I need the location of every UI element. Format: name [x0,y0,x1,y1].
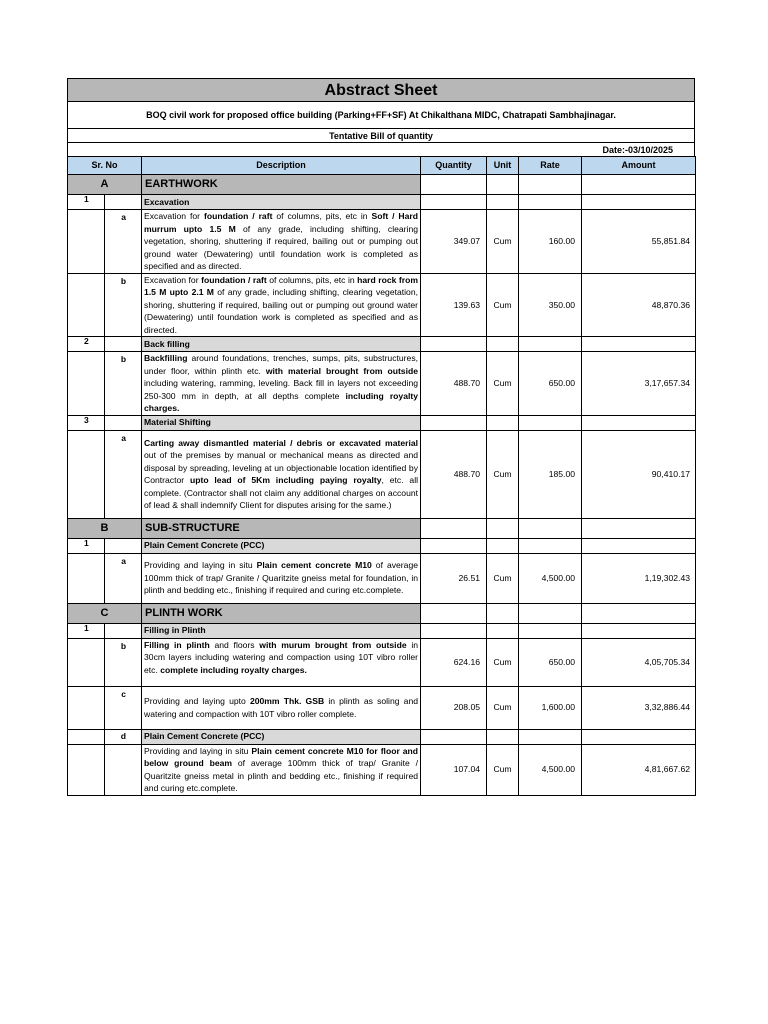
item-amount: 4,05,705.34 [582,638,696,686]
table-header-row [68,157,696,175]
item-description: Providing and laying in situ Plain cement concrete M10 of average 100mm thick of trap/ Granite / Quaritzite gneiss metal for foundation, in plinth and bedding etc., finishing if required and curing etc.complete. [142,553,421,603]
item-quantity: 488.70 [421,352,487,416]
item-description: Backfilling around foundations, trenches, sumps, pits, substructures, under floor, within plinth etc. with material brought from outside including watering, ramming, leveling. Back fill in layers not exceeding 250-300 mm in depth, at all depths complete including royalty charges. [142,352,421,416]
item-letter: a [105,210,142,274]
section-title: SUB-STRUCTURE [142,518,421,538]
subsection-row-excavation [68,195,696,210]
boq-table [67,156,696,796]
sheet-tentative-label: Tentative Bill of quantity [67,128,695,142]
item-rate: 4,500.00 [519,553,582,603]
table-row [68,352,696,416]
section-row-plinth-work [68,603,696,623]
item-quantity: 488.70 [421,430,487,518]
item-rate: 1,600.00 [519,686,582,729]
sheet-title: Abstract Sheet [67,78,695,101]
item-quantity: 139.63 [421,273,487,337]
subsection-row-material-shifting [68,415,696,430]
item-letter: a [105,553,142,603]
item-amount: 48,870.36 [582,273,696,337]
table-row [68,553,696,603]
table-row [68,744,696,795]
item-rate: 4,500.00 [519,744,582,795]
item-description: Filling in plinth and floors with murum brought from outside in 30cm layers including watering and compaction using 10T vibro roller etc. complete including royalty charges. [142,638,421,686]
item-unit: Cum [487,352,519,416]
item-amount: 3,32,886.44 [582,686,696,729]
header-srno: Sr. No [68,157,142,175]
table-row [68,430,696,518]
item-unit: Cum [487,273,519,337]
boq-sheet [67,78,695,796]
item-amount: 4,81,667.62 [582,744,696,795]
item-letter: b [105,352,142,416]
table-row [68,210,696,274]
item-description: Providing and laying in situ Plain cement concrete M10 for floor and below ground beam of average 100mm thick of trap/ Granite / Quaritzite gneiss metal in plinth and bedding etc., finishing if required and curing etc.complete. [142,744,421,795]
item-number: 1 [68,538,105,553]
header-unit: Unit [487,157,519,175]
item-amount: 55,851.84 [582,210,696,274]
subsection-title: Back filling [142,337,421,352]
section-title: EARTHWORK [142,175,421,195]
subsection-row-back-filling [68,337,696,352]
table-row [68,638,696,686]
item-amount: 3,17,657.34 [582,352,696,416]
subsection-row-filling-in-plinth [68,623,696,638]
subsection-title: Material Shifting [142,415,421,430]
item-quantity: 26.51 [421,553,487,603]
item-amount: 90,410.17 [582,430,696,518]
item-letter: d [105,729,142,744]
header-amount: Amount [582,157,696,175]
item-number: 2 [68,337,105,352]
section-title: PLINTH WORK [142,603,421,623]
sheet-subtitle: BOQ civil work for proposed office building (Parking+FF+SF) At Chikalthana MIDC, Chatrapati Sambhajinagar. [67,101,695,128]
item-number: 3 [68,415,105,430]
header-quantity: Quantity [421,157,487,175]
item-unit: Cum [487,553,519,603]
item-description: Providing and laying upto 200mm Thk. GSB in plinth as soling and watering and compaction with 10T vibro roller complete. [142,686,421,729]
item-quantity: 349.07 [421,210,487,274]
item-rate: 650.00 [519,638,582,686]
table-row [68,686,696,729]
item-amount: 1,19,302.43 [582,553,696,603]
item-description: Excavation for foundation / raft of columns, pits, etc in hard rock from 1.5 M upto 2.1 M of any grade, including shifting, clearing vegetation, shoring, shuttering if required, bailing out or pumping out ground water (Dewatering) until foundation work is completed as specified and as directed. [142,273,421,337]
item-rate: 160.00 [519,210,582,274]
table-row [68,273,696,337]
item-description: Carting away dismantled material / debris or excavated material out of the premises by manual or mechanical means as directed and disposal by spreading, leveling at un objectionable location identified by Contractor upto lead of 5Km including paying royalty, etc. all complete. (Contractor shall not claim any additional charges on account of lead & shall indemnify Client for disputes arising for the same.) [142,430,421,518]
section-letter: B [68,518,142,538]
item-unit: Cum [487,744,519,795]
section-row-earthwork [68,175,696,195]
item-letter: b [105,273,142,337]
item-quantity: 208.05 [421,686,487,729]
item-number: 1 [68,195,105,210]
item-unit: Cum [487,638,519,686]
item-description: Excavation for foundation / raft of columns, pits, etc in Soft / Hard murrum upto 1.5 M of any grade, including shifting, clearing vegetation, shoring, shuttering if required, bailing out or pumping out ground water (Dewatering) until foundation work is completed as specified and as directed. [142,210,421,274]
section-letter: A [68,175,142,195]
item-letter: a [105,430,142,518]
item-quantity: 624.16 [421,638,487,686]
section-letter: C [68,603,142,623]
subsection-title: Plain Cement Concrete (PCC) [142,538,421,553]
item-rate: 350.00 [519,273,582,337]
subsection-row-pcc-plinth [68,729,696,744]
item-quantity: 107.04 [421,744,487,795]
subsection-title: Plain Cement Concrete (PCC) [142,729,421,744]
header-rate: Rate [519,157,582,175]
item-number: 1 [68,623,105,638]
item-unit: Cum [487,686,519,729]
section-row-sub-structure [68,518,696,538]
sheet-date: Date:-03/10/2025 [67,142,695,156]
item-unit: Cum [487,210,519,274]
item-rate: 185.00 [519,430,582,518]
header-description: Description [142,157,421,175]
item-letter: b [105,638,142,686]
item-rate: 650.00 [519,352,582,416]
item-letter: c [105,686,142,729]
subsection-title: Filling in Plinth [142,623,421,638]
subsection-row-pcc [68,538,696,553]
item-unit: Cum [487,430,519,518]
subsection-title: Excavation [142,195,421,210]
